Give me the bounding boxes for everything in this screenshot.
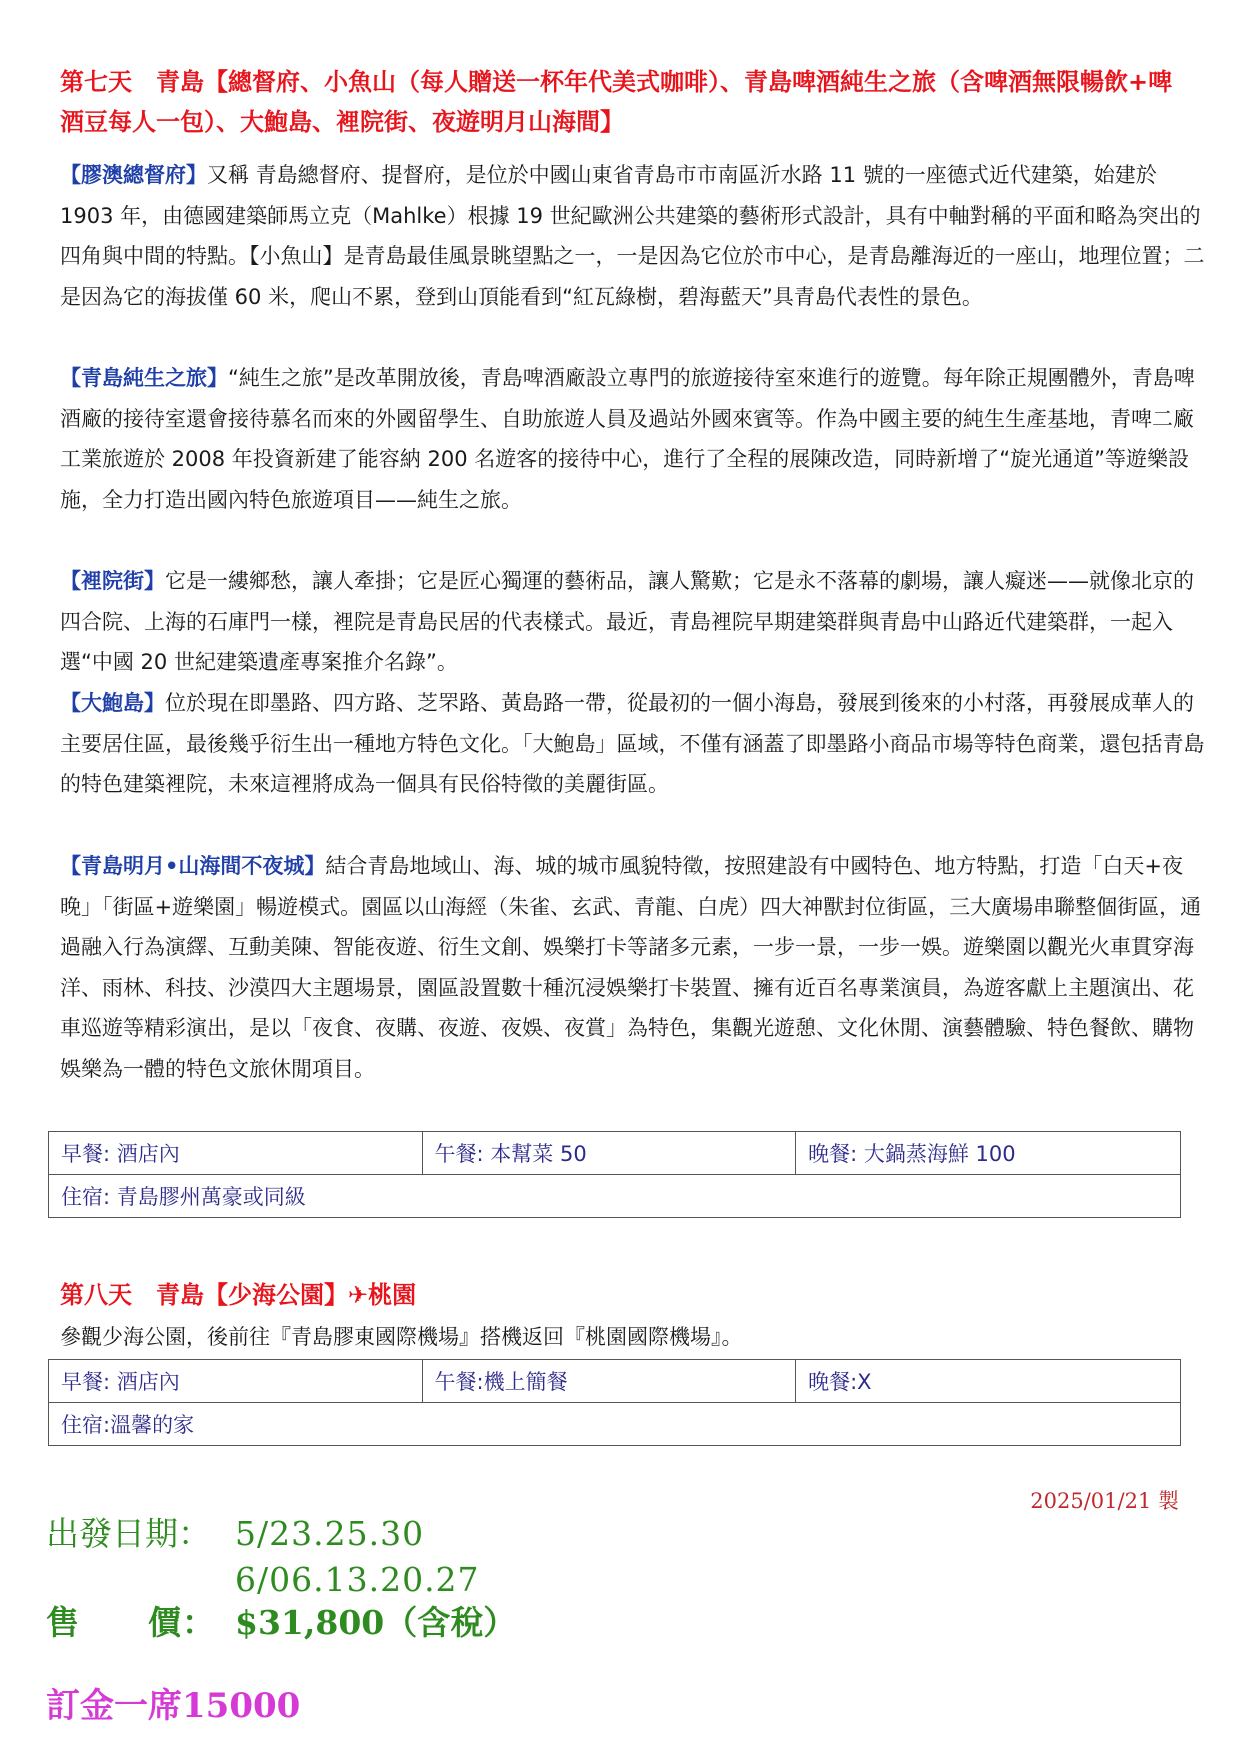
section-mingyue-night-city (60, 846, 1210, 1090)
section-governor-office (60, 155, 1210, 317)
day8-title: 第八天 青島【少海公園】✈桃園 (60, 1281, 417, 1309)
dinner-cell: 晚餐: 大鍋蒸海鮮 100 (796, 1132, 1181, 1175)
section-text: 位於現在即墨路、四方路、芝罘路、黃島路一帶，從最初的一個小海島，發展到後來的小村落，再發展成華人的主要居住區，最後幾乎衍生出一種地方特色文化。「大鮑島」區域，不僅有涵蓋了即墨路小商品市場等特色商業，還包括青島的特色建築裡院，未來這裡將成為一個具有民俗特徵的美麗街區。 (60, 691, 1205, 797)
made-date: 2025/01/21 製 (1030, 1489, 1179, 1513)
price-value: $31,800（含稅） (235, 1603, 517, 1642)
section-beer-tour (60, 358, 1210, 520)
lunch-cell: 午餐: 本幫菜 50 (422, 1132, 796, 1175)
departure-dates-june: 6/06.13.20.27 (235, 1560, 480, 1599)
section-liyuan-street (60, 561, 1210, 683)
section-text: 它是一縷鄉愁，讓人牽掛；它是匠心獨運的藝術品，讓人驚歎；它是永不落幕的劇場，讓人癡迷——就像北京的四合院、上海的石庫門一樣，裡院是青島民居的代表樣式。最近，青島裡院早期建築群與青島中山路近代建築群，一起入選“中國 20 世紀建築遺產專案推介名錄”。 (60, 569, 1194, 675)
deposit-text: 訂金一席15000 (46, 1686, 301, 1726)
section-heading: 【裡院街】 (60, 569, 165, 593)
section-text: “純生之旅”是改革開放後，青島啤酒廠設立專門的旅遊接待室來進行的遊覽。每年除正規團體外，青島啤酒廠的接待室還會接待慕名而來的外國留學生、自助旅遊人員及過站外國來賓等。作為中國主要的純生生產基地，青啤二廠工業旅遊於 2008 年投資新建了能容納 200 名遊客的接待中心，進行了全程的展陳改造，同時新增了“旋光通道”等遊樂設施，全力打造出國內特色旅遊項目——純生之旅。 (60, 366, 1195, 512)
day7-meals-table (48, 1131, 1181, 1218)
section-heading: 【青島明月•山海間不夜城】 (60, 854, 326, 878)
meals-row (49, 1360, 1181, 1403)
price-label: 售 價： (46, 1603, 216, 1642)
lodging-row (49, 1175, 1181, 1218)
breakfast-cell: 早餐: 酒店內 (49, 1360, 423, 1403)
section-text: 結合青島地域山、海、城的城市風貌特徵，按照建設有中國特色、地方特點，打造「白天+夜晚」「街區+遊樂園」暢遊模式。園區以山海經（朱雀、玄武、青龍、白虎）四大神獸封位街區，三大廣場串聯整個街區，通過融入行為演繹、互動美陳、智能夜遊、衍生文創、娛樂打卡等諸多元素，一步一景，一步一娛。遊樂園以觀光火車貫穿海洋、雨林、科技、沙漠四大主題場景，園區設置數十種沉浸娛樂打卡裝置、擁有近百名專業演員，為遊客獻上主題演出、花車巡遊等精彩演出，是以「夜食、夜購、夜遊、夜娛、夜賞」為特色，集觀光遊憩、文化休閒、演藝體驗、特色餐飲、購物娛樂為一體的特色文旅休閒項目。 (60, 854, 1202, 1081)
day8-meals-table (48, 1359, 1181, 1446)
breakfast-cell: 早餐: 酒店內 (49, 1132, 423, 1175)
dinner-cell: 晚餐:X (796, 1360, 1181, 1403)
section-heading: 【膠澳總督府】 (60, 163, 207, 187)
departure-dates-may: 5/23.25.30 (235, 1514, 425, 1553)
section-heading: 【青島純生之旅】 (60, 366, 228, 390)
departure-label: 出發日期： (46, 1514, 211, 1553)
day8-description: 參觀少海公園，後前往『青島膠東國際機場』搭機返回『桃園國際機場』。 (60, 1325, 743, 1349)
lunch-cell: 午餐:機上簡餐 (422, 1360, 796, 1403)
section-heading: 【大鮑島】 (60, 691, 165, 715)
section-text: 又稱 青島總督府、提督府，是位於中國山東省青島市市南區沂水路 11 號的一座德式近代建築，始建於 1903 年，由德國建築師馬立克（Mahlke）根據 19 世紀歐洲公共建築的藝術形式設計，具有中軸對稱的平面和略為突出的四角與中間的特點。【小魚山】是青島最佳風景眺望點之一，一是因為它位於市中心，是青島離海近的一座山，地理位置；二是因為它的海拔僅 60 米，爬山不累，登到山頂能看到“紅瓦綠樹，碧海藍天”具青島代表性的景色。 (60, 163, 1205, 309)
section-dabao-island (60, 683, 1210, 805)
lodging-row (49, 1403, 1181, 1446)
day7-title: 第七天 青島【總督府、小魚山（每人贈送一杯年代美式咖啡）、青島啤酒純生之旅（含啤酒無限暢飲+啤酒豆每人一包）、大鮑島、裡院街、夜遊明月山海間】 (60, 68, 1173, 136)
lodging-cell: 住宿: 青島膠州萬豪或同級 (49, 1175, 1181, 1218)
meals-row (49, 1132, 1181, 1175)
lodging-cell: 住宿:溫馨的家 (49, 1403, 1181, 1446)
